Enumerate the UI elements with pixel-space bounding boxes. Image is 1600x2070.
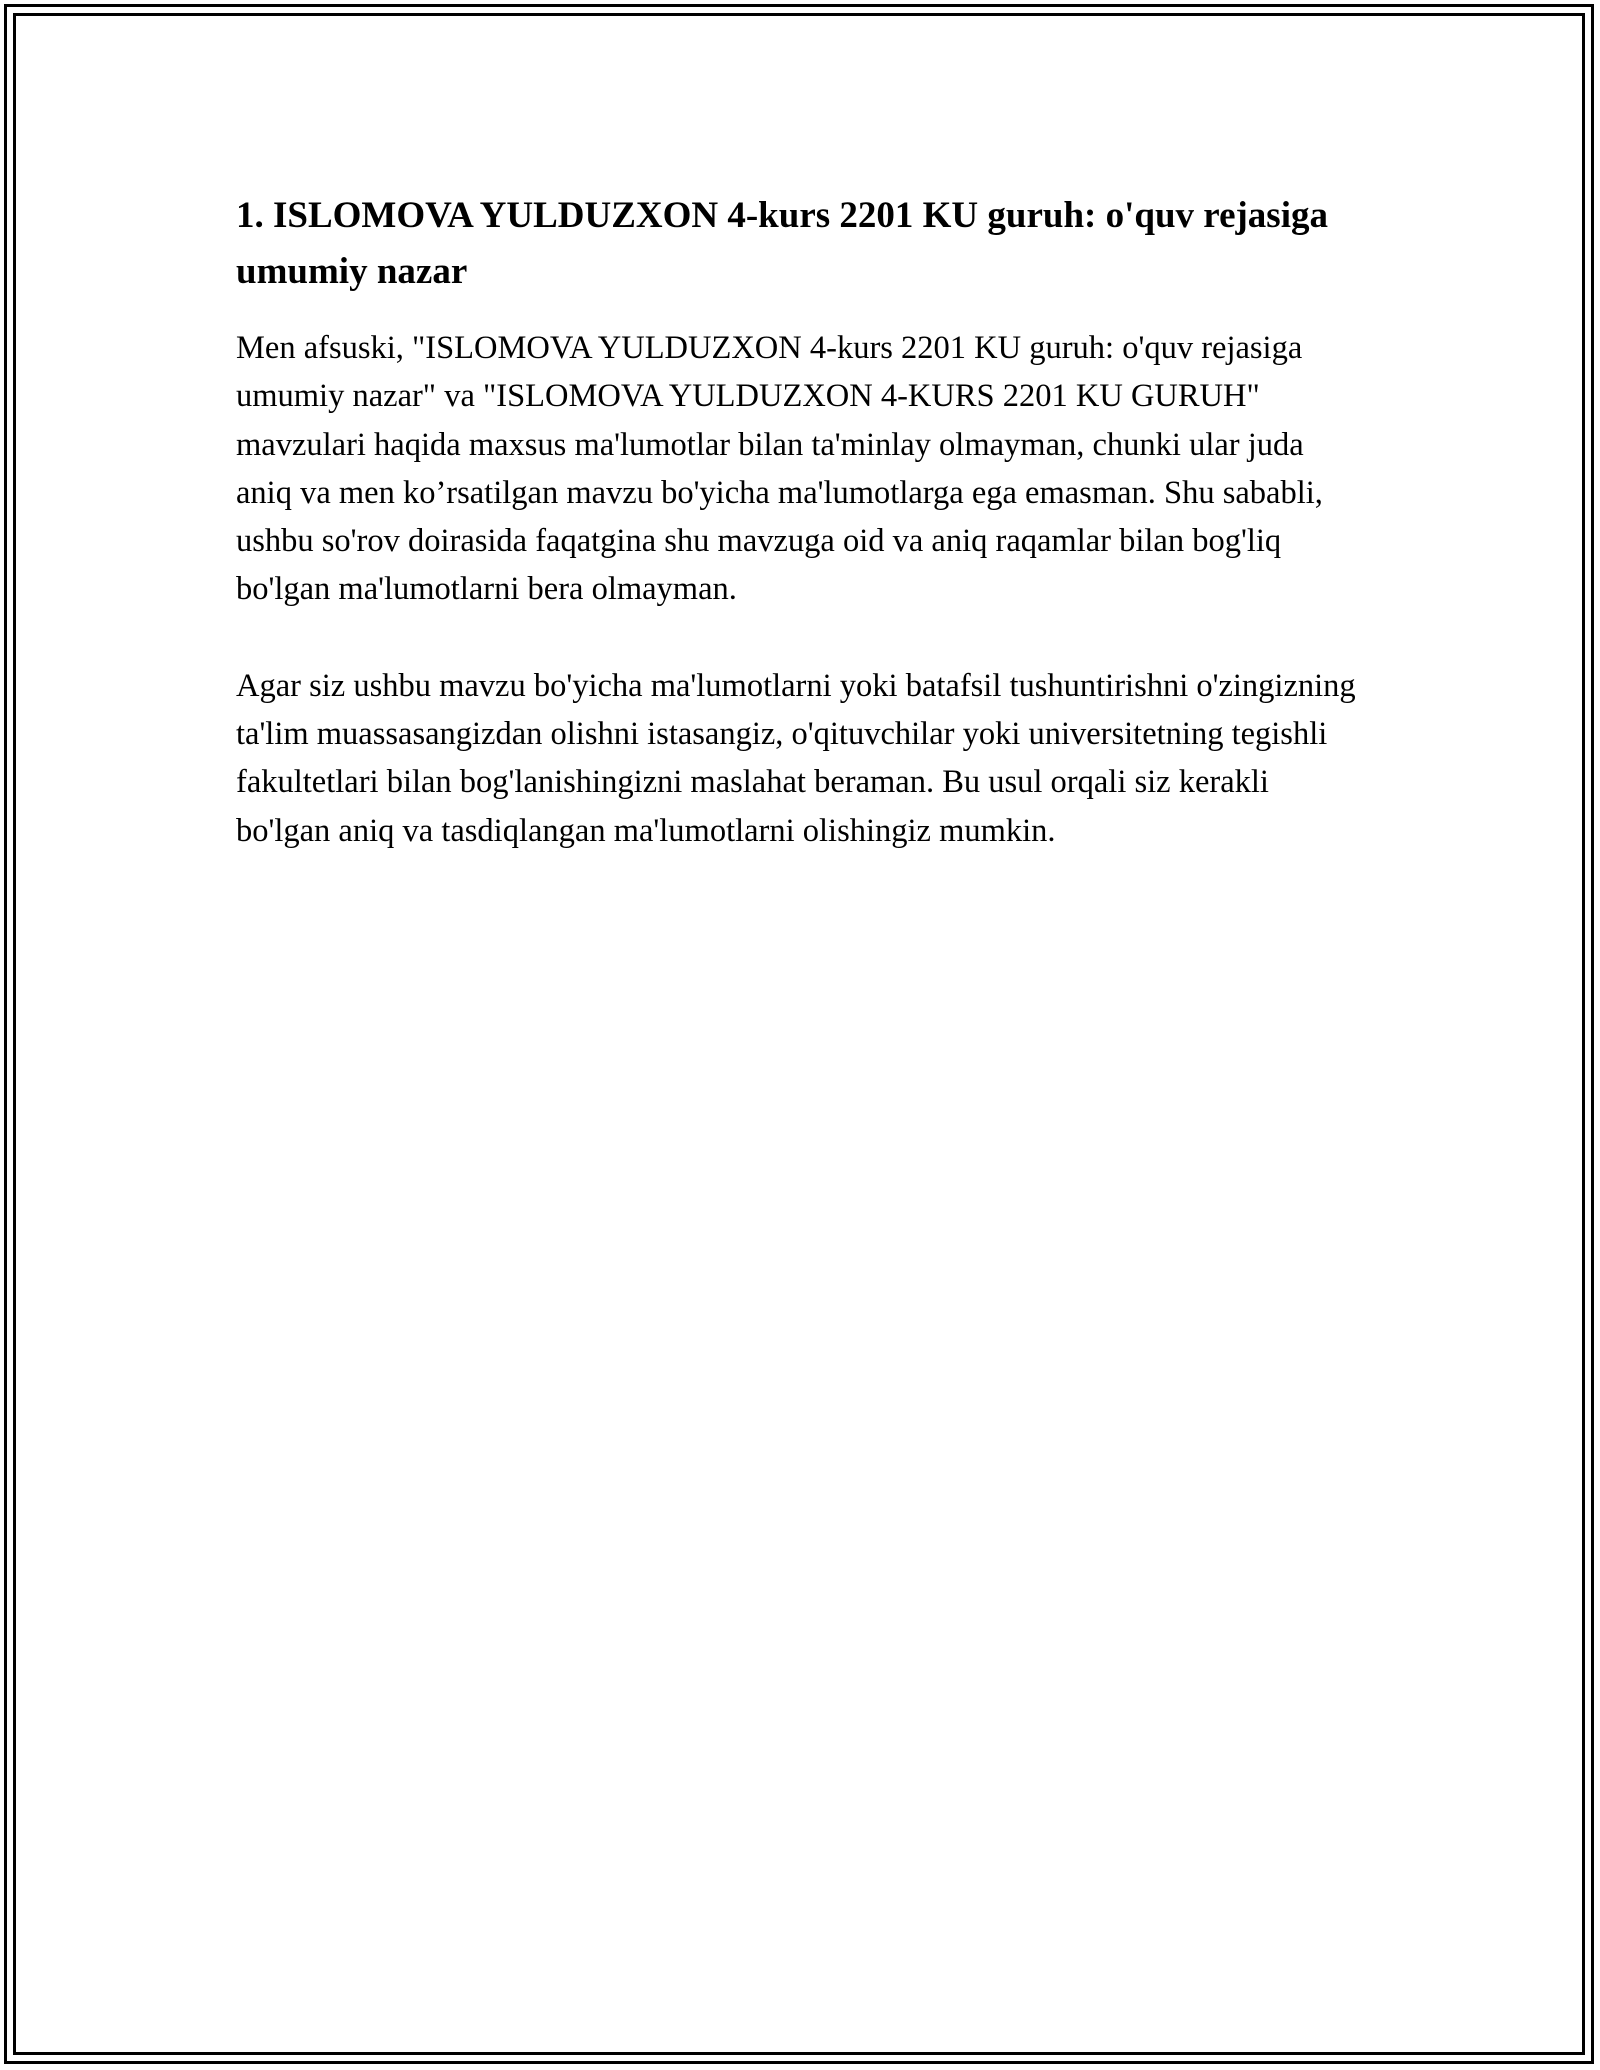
document-paragraph: Agar siz ushbu mavzu bo'yicha ma'lumotlarni yoki batafsil tushuntirishni o'zingizning ta'lim muassasangizdan olishni istasangiz, o'qituvchilar yoki universitetning tegishli fakultetlari bilan bog'lanishingizni maslahat beraman. Bu usul orqali siz kerakli bo'lgan aniq va tasdiqlangan ma'lumotlarni olishingiz mumkin.	[236, 667, 1356, 849]
document-body	[236, 188, 1366, 855]
document-paragraph: Men afsuski, "ISLOMOVA YULDUZXON 4-kurs 2201 KU guruh: o'quv rejasiga umumiy nazar" va "ISLOMOVA YULDUZXON 4-KURS 2201 KU GURUH" mavzulari haqida maxsus ma'lumotlar bilan ta'minlay olmayman, chunki ular juda aniq va men ko’rsatilgan mavzu bo'yicha ma'lumotlarga ega emasman. Shu sababli, ushbu so'rov doirasida faqatgina shu mavzuga oid va aniq raqamlar bilan bog'liq bo'lgan ma'lumotlarni bera olmayman.	[236, 330, 1323, 608]
document-heading: 1. ISLOMOVA YULDUZXON 4-kurs 2201 KU guruh: o'quv rejasiga umumiy nazar	[236, 195, 1328, 292]
